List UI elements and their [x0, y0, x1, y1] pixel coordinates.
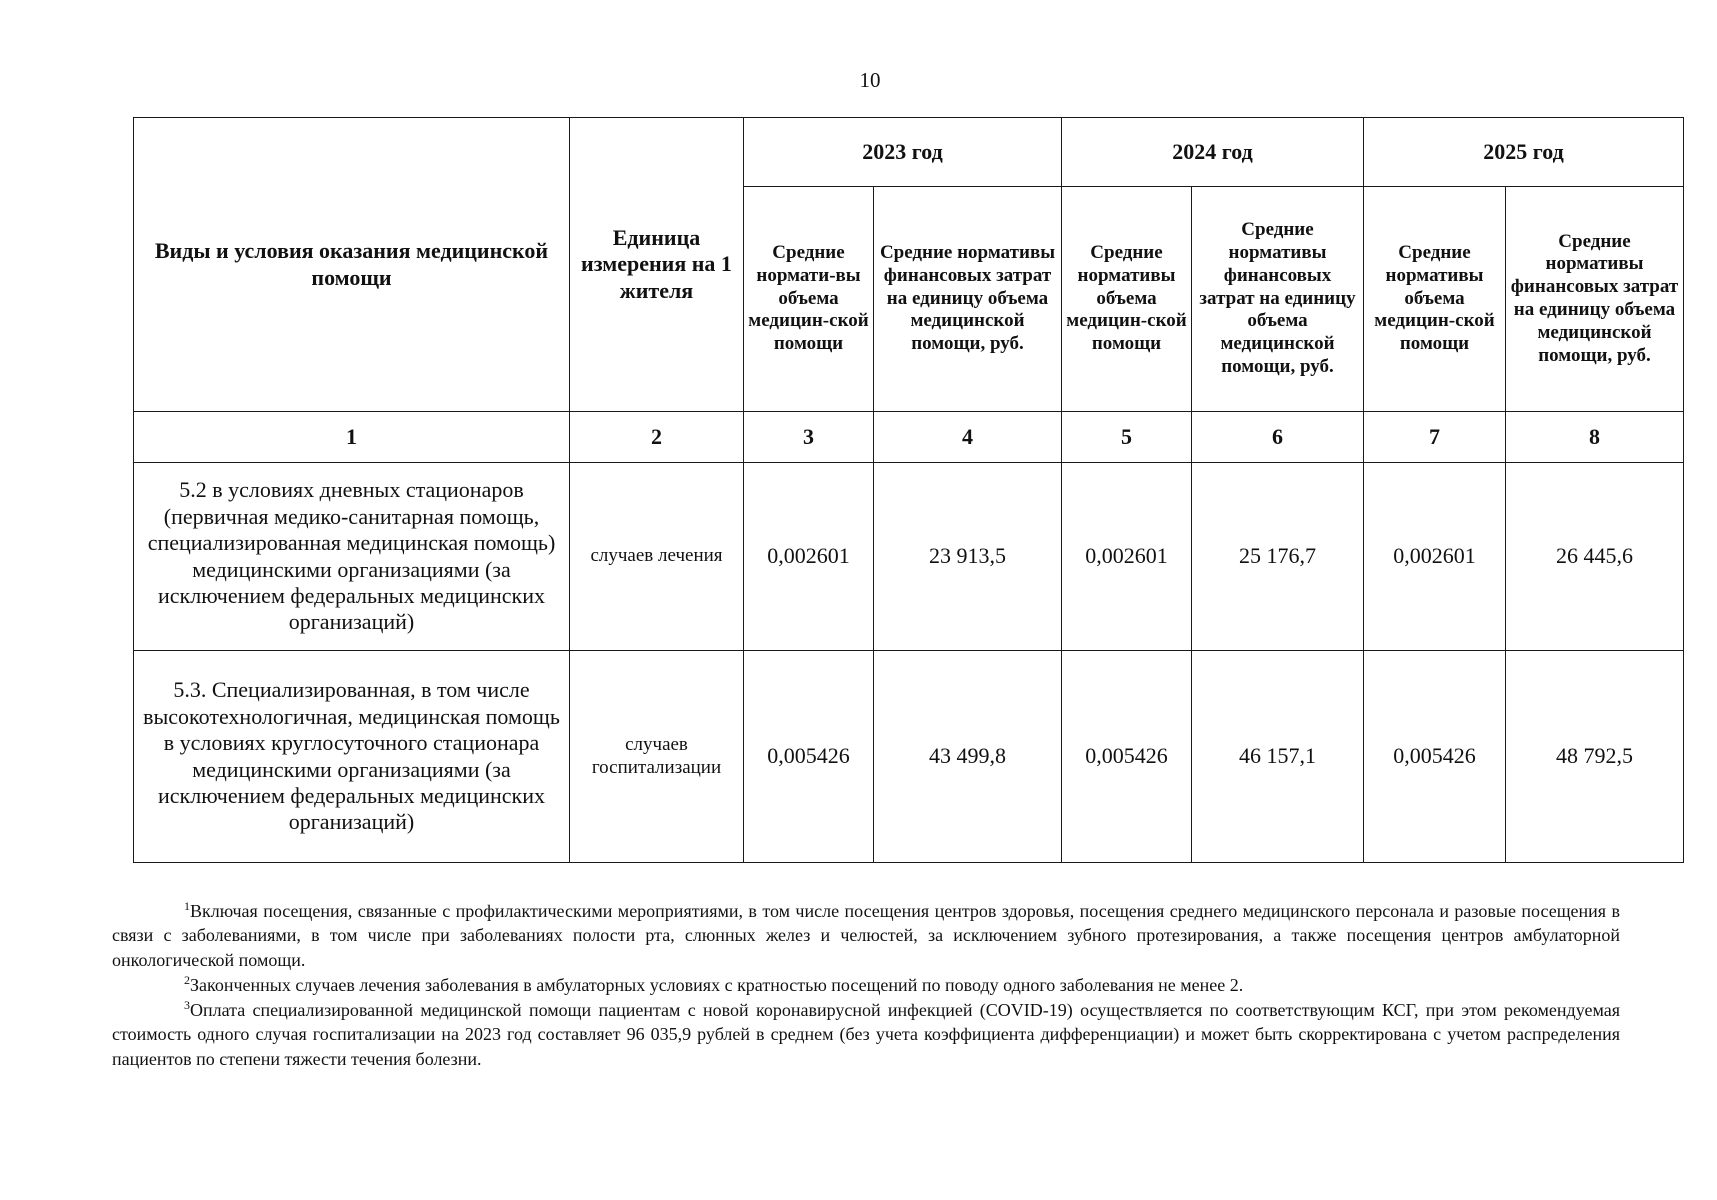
- row-description: 5.2 в условиях дневных стационаров (первичная медико-санитарная помощь, специализированная медицинская помощь) медицинскими организациями (за исключением федеральных медицинских организаций): [134, 463, 570, 651]
- column-number: 1: [134, 412, 570, 463]
- row-value: 0,005426: [1062, 651, 1192, 863]
- row-value: 48 792,5: [1506, 651, 1684, 863]
- header-year-2024: 2024 год: [1062, 118, 1364, 187]
- table-row: [134, 651, 1684, 863]
- row-value: 23 913,5: [874, 463, 1062, 651]
- header-unit: Единица измерения на 1 жителя: [570, 118, 744, 412]
- subheader: Средние нормативы финансовых затрат на единицу объема медицинской помощи, руб.: [1192, 187, 1364, 412]
- footnote-mark: 3: [184, 998, 190, 1013]
- row-unit: случаев госпитализации: [570, 651, 744, 863]
- table-row: [134, 463, 1684, 651]
- page-number: 10: [859, 68, 881, 92]
- norms-table: [133, 117, 1684, 863]
- row-value: 26 445,6: [1506, 463, 1684, 651]
- subheader: Средние нормативы финансовых затрат на единицу объема медицинской помощи, руб.: [1506, 187, 1684, 412]
- footnote-text: Оплата специализированной медицинской помощи пациентам с новой коронавирусной инфекцией (COVID-19) осуществляется по соответствующим КСГ, при этом рекомендуемая стоимость одного случая госпитализации на 2023 год составляет 96 035,9 рублей в среднем (без учета коэффициента дифференциации) и может быть скорректирована с учетом распределения пациентов по степени тяжести течения болезни.: [112, 1000, 1620, 1069]
- column-number: 2: [570, 412, 744, 463]
- footnote: [112, 898, 1620, 972]
- header-kind: Виды и условия оказания медицинской помощи: [134, 118, 570, 412]
- row-value: 0,005426: [1364, 651, 1506, 863]
- row-unit: случаев лечения: [570, 463, 744, 651]
- subheader: Средние нормати-вы объема медицин-ской помощи: [744, 187, 874, 412]
- row-value: 0,002601: [744, 463, 874, 651]
- footnote: [112, 972, 1620, 997]
- row-value: 0,002601: [1364, 463, 1506, 651]
- column-number-row: [134, 412, 1684, 463]
- header-year-2025: 2025 год: [1364, 118, 1684, 187]
- row-value: 0,005426: [744, 651, 874, 863]
- footnote: [112, 997, 1620, 1071]
- footnote-mark: 1: [184, 899, 190, 913]
- subheader: Средние нормативы финансовых затрат на единицу объема медицинской помощи, руб.: [874, 187, 1062, 412]
- column-number: 4: [874, 412, 1062, 463]
- column-number: 7: [1364, 412, 1506, 463]
- subheader: Средние нормативы объема медицин-ской помощи: [1364, 187, 1506, 412]
- row-value: 46 157,1: [1192, 651, 1364, 863]
- header-row-years: [134, 118, 1684, 187]
- row-value: 25 176,7: [1192, 463, 1364, 651]
- column-number: 5: [1062, 412, 1192, 463]
- footnote-text: Законченных случаев лечения заболевания в амбулаторных условиях с кратностью посещений по поводу одного заболевания не менее 2.: [190, 974, 1244, 995]
- footnote-text: Включая посещения, связанные с профилактическими мероприятиями, в том числе посещения центров здоровья, посещения среднего медицинского персонала и разовые посещения в связи с заболеваниями, в том числе при заболеваниях полости рта, слюнных желез и челюстей, за исключением зубного протезирования, а также посещения центров амбулаторной онкологической помощи.: [112, 901, 1620, 970]
- row-description: 5.3. Специализированная, в том числе высокотехнологичная, медицинская помощь в условиях круглосуточного стационара медицинскими организациями (за исключением федеральных медицинских организаций): [134, 651, 570, 863]
- row-value: 0,002601: [1062, 463, 1192, 651]
- subheader: Средние нормативы объема медицин-ской помощи: [1062, 187, 1192, 412]
- footnotes: [112, 898, 1620, 1071]
- header-year-2023: 2023 год: [744, 118, 1062, 187]
- row-value: 43 499,8: [874, 651, 1062, 863]
- footnote-mark: 2: [184, 972, 190, 987]
- column-number: 3: [744, 412, 874, 463]
- column-number: 8: [1506, 412, 1684, 463]
- column-number: 6: [1192, 412, 1364, 463]
